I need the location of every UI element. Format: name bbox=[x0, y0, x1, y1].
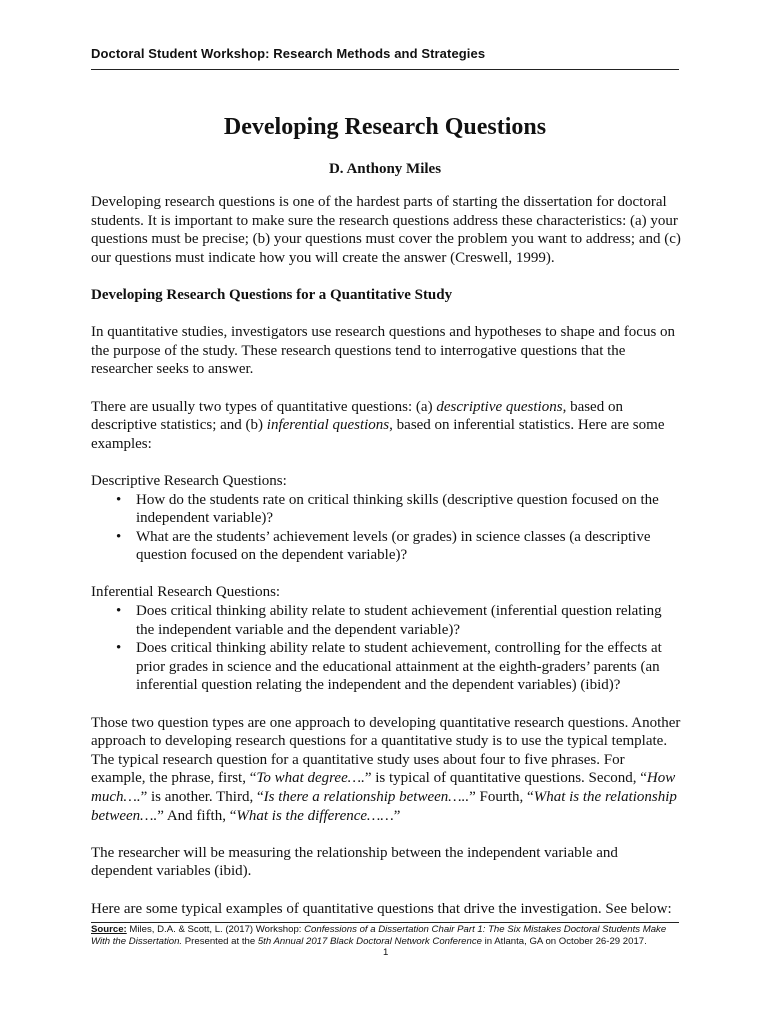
footer-rule bbox=[91, 922, 679, 923]
term-inferential-questions: inferential questions bbox=[266, 417, 390, 434]
workshop-title: Confessions of a Dissertation Chair Part 1: The Six Mistakes Doctoral Students Make With the Dissertation. bbox=[91, 924, 667, 947]
text-run: Those two question types are one approach to developing quantitative research questions. Another approach to developing research questions for a quantitative study is to use the typical template. The typical research question for a quantitative study uses about four to five phrases. For example, the phrase, first, “ bbox=[91, 714, 681, 787]
list-item bbox=[116, 639, 681, 695]
phrase-what-is-the-relationship: What is the relationship between…. bbox=[91, 789, 677, 824]
bullet-icon: • bbox=[116, 640, 122, 657]
list-item-text: How do the students rate on critical thinking skills (descriptive question focused on the independent variable)? bbox=[136, 491, 659, 527]
phrase-to-what-degree: To what degree…. bbox=[256, 770, 365, 787]
text-run: Presented at the bbox=[182, 935, 258, 947]
text-run: ” is typical of quantitative questions. Second, “ bbox=[364, 770, 647, 787]
header-rule bbox=[91, 69, 679, 70]
conference-name: 5th Annual 2017 Black Doctoral Network Conference bbox=[257, 935, 482, 947]
list-item-text: Does critical thinking ability relate to student achievement, controlling for the effects at prior grades in science and the educational attainment at the eighth-graders’ parents (an inferential question relating the independent and the dependent variables) (ibid)? bbox=[136, 640, 662, 694]
running-header: Doctoral Student Workshop: Research Methods and Strategies bbox=[91, 46, 486, 61]
list-item-text: Does critical thinking ability relate to student achievement (inferential question relating the independent variable and the dependent variable)? bbox=[136, 603, 662, 638]
text-run: ” is another. Third, “ bbox=[140, 789, 264, 805]
inferential-list-label: Inferential Research Questions: bbox=[91, 584, 281, 601]
intro-paragraph: Developing research questions is one of the hardest parts of starting the dissertation for doctoral students. It is important to make sure the research questions address these characteristics: (a) your questions must be precise; (b) your questions must cover the problem you want to address; and (c) our questions must indicate how you will create the answer (Creswell, 1999). bbox=[91, 194, 681, 266]
text-run: ” And fifth, “ bbox=[157, 807, 237, 824]
section-heading: Developing Research Questions for a Quantitative Study bbox=[91, 286, 453, 303]
descriptive-list-label: Descriptive Research Questions: bbox=[91, 472, 287, 489]
text-run: , based on inferential statistics. Here are some examples: bbox=[91, 417, 665, 452]
list-item bbox=[116, 491, 681, 528]
inferential-questions-list bbox=[91, 602, 681, 695]
measurement-paragraph: The researcher will be measuring the relationship between the independent variable and dependent variables (ibid). bbox=[91, 844, 618, 880]
phrase-is-there-a-relationship: Is there a relationship between….. bbox=[263, 789, 470, 805]
text-run: Miles, D.A. & Scott, L. (2017) Workshop: bbox=[126, 924, 305, 935]
phrase-how-much: How much…. bbox=[91, 770, 676, 805]
bullet-icon: • bbox=[116, 491, 122, 508]
document-title: Developing Research Questions bbox=[223, 114, 547, 140]
term-descriptive-questions: descriptive questions bbox=[436, 398, 563, 415]
quantitative-paragraph: In quantitative studies, investigators use research questions and hypotheses to shape and focus on the purpose of the study. These research questions tend to interrogative questions that the researcher seeks to answer. bbox=[91, 324, 676, 378]
template-paragraph bbox=[91, 714, 681, 826]
source-footnote bbox=[91, 924, 679, 947]
text-run: , based on descriptive statistics; and (b) bbox=[91, 398, 623, 434]
descriptive-questions-list bbox=[91, 491, 681, 565]
text-run: in Atlanta, GA on October 26-29 2017. bbox=[481, 935, 647, 947]
list-item bbox=[116, 602, 681, 639]
text-run: ” Fourth, “ bbox=[469, 789, 534, 805]
bullet-icon: • bbox=[116, 603, 122, 620]
page-number: 1 bbox=[383, 947, 389, 958]
author-name: D. Anthony Miles bbox=[328, 161, 442, 177]
bullet-icon: • bbox=[116, 528, 122, 545]
list-item bbox=[116, 528, 681, 565]
text-run: There are usually two types of quantitative questions: (a) bbox=[91, 398, 437, 415]
list-item-text: What are the students’ achievement levels (or grades) in science classes (a descriptive question focused on the dependent variable)? bbox=[136, 528, 651, 564]
phrase-what-is-the-difference: What is the difference…… bbox=[236, 807, 394, 824]
document-body bbox=[91, 193, 681, 937]
examples-intro-paragraph: Here are some typical examples of quantitative questions that drive the investigation. See below: bbox=[91, 900, 672, 917]
source-label: Source: bbox=[91, 924, 127, 935]
question-types-paragraph bbox=[91, 398, 681, 454]
text-run: ” bbox=[393, 807, 401, 824]
